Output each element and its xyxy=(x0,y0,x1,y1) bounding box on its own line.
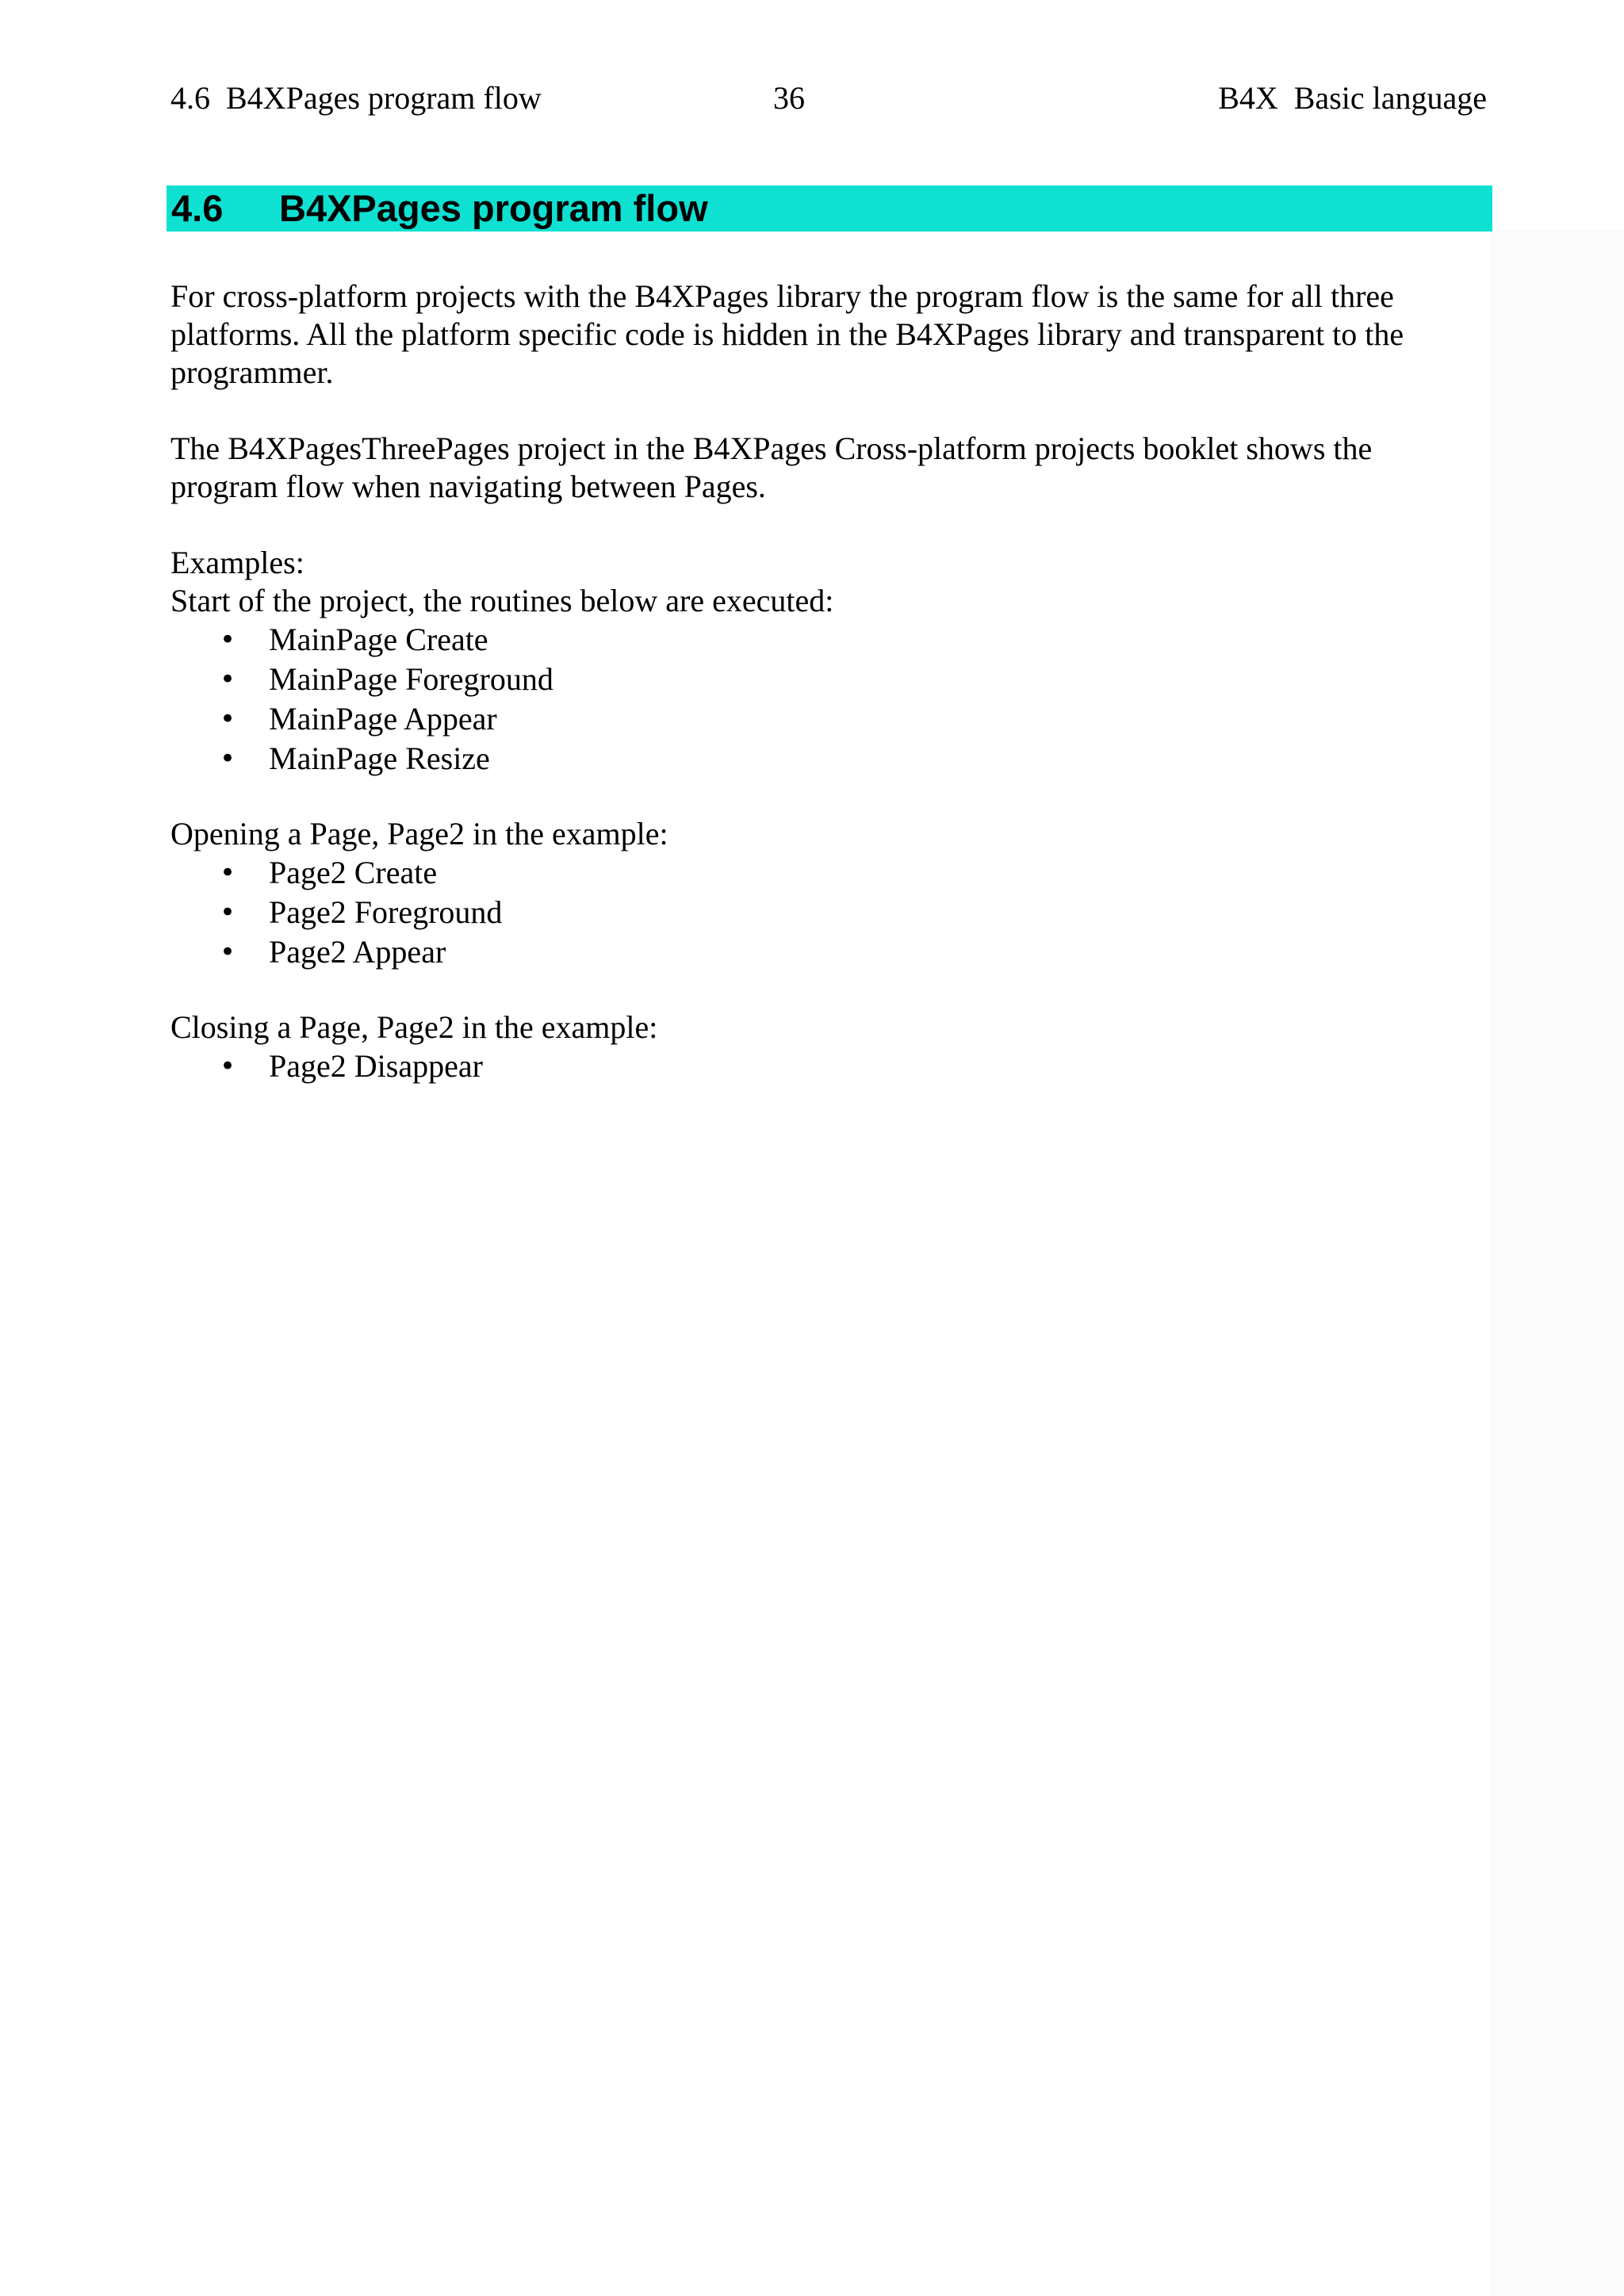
closing-routine-list xyxy=(170,1047,1491,1086)
text-line: programmer. xyxy=(170,354,334,390)
page-body xyxy=(170,277,1491,1086)
bullet-icon: • xyxy=(220,897,236,928)
intro-paragraph xyxy=(170,277,1491,392)
page-number: 36 xyxy=(773,80,805,116)
bullet-icon: • xyxy=(220,1050,236,1082)
list-item xyxy=(170,620,1491,660)
running-header xyxy=(170,78,1487,119)
bullet-icon: • xyxy=(220,936,236,968)
bullet-icon: • xyxy=(220,703,236,735)
bullet-icon: • xyxy=(220,624,236,656)
opening-label: Opening a Page, Page2 in the example: xyxy=(170,816,668,851)
start-label: Start of the project, the routines below are executed: xyxy=(170,583,834,618)
list-item xyxy=(170,739,1491,779)
text-line: program flow when navigating between Pages. xyxy=(170,469,766,504)
text-line: platforms. All the platform specific code is hidden in the B4XPages library and transparent to the xyxy=(170,316,1404,352)
page-edge-shade xyxy=(1491,230,1624,2296)
bullet-icon: • xyxy=(220,664,236,695)
running-header-book-title: B4X Basic language xyxy=(1218,80,1487,116)
section-title: B4XPages program flow xyxy=(279,187,708,229)
list-item-text: Page2 Foreground xyxy=(269,894,503,930)
list-item xyxy=(170,853,1491,893)
list-item xyxy=(170,660,1491,699)
start-routine-list xyxy=(170,620,1491,779)
bullet-icon: • xyxy=(220,857,236,889)
bullet-icon: • xyxy=(220,743,236,775)
list-item xyxy=(170,932,1491,972)
list-item-text: MainPage Foreground xyxy=(269,661,553,697)
booklet-paragraph xyxy=(170,430,1491,506)
list-item-text: MainPage Resize xyxy=(269,740,490,776)
section-heading xyxy=(167,186,1492,232)
list-item-text: Page2 Appear xyxy=(269,934,446,970)
running-header-section: 4.6 B4XPages program flow xyxy=(170,80,542,116)
closing-label: Closing a Page, Page2 in the example: xyxy=(170,1009,658,1045)
list-item-text: Page2 Create xyxy=(269,855,438,890)
text-line: The B4XPagesThreePages project in the B4XPages Cross-platform projects booklet shows the xyxy=(170,430,1373,466)
list-item-text: MainPage Appear xyxy=(269,701,497,737)
section-number: 4.6 xyxy=(171,187,224,229)
list-item xyxy=(170,893,1491,932)
text-line: For cross-platform projects with the B4XPages library the program flow is the same for all three xyxy=(170,278,1394,314)
list-item xyxy=(170,1047,1491,1086)
opening-routine-list xyxy=(170,853,1491,972)
examples-label: Examples: xyxy=(170,545,304,580)
list-item xyxy=(170,699,1491,739)
list-item-text: MainPage Create xyxy=(269,622,488,657)
list-item-text: Page2 Disappear xyxy=(269,1048,483,1084)
